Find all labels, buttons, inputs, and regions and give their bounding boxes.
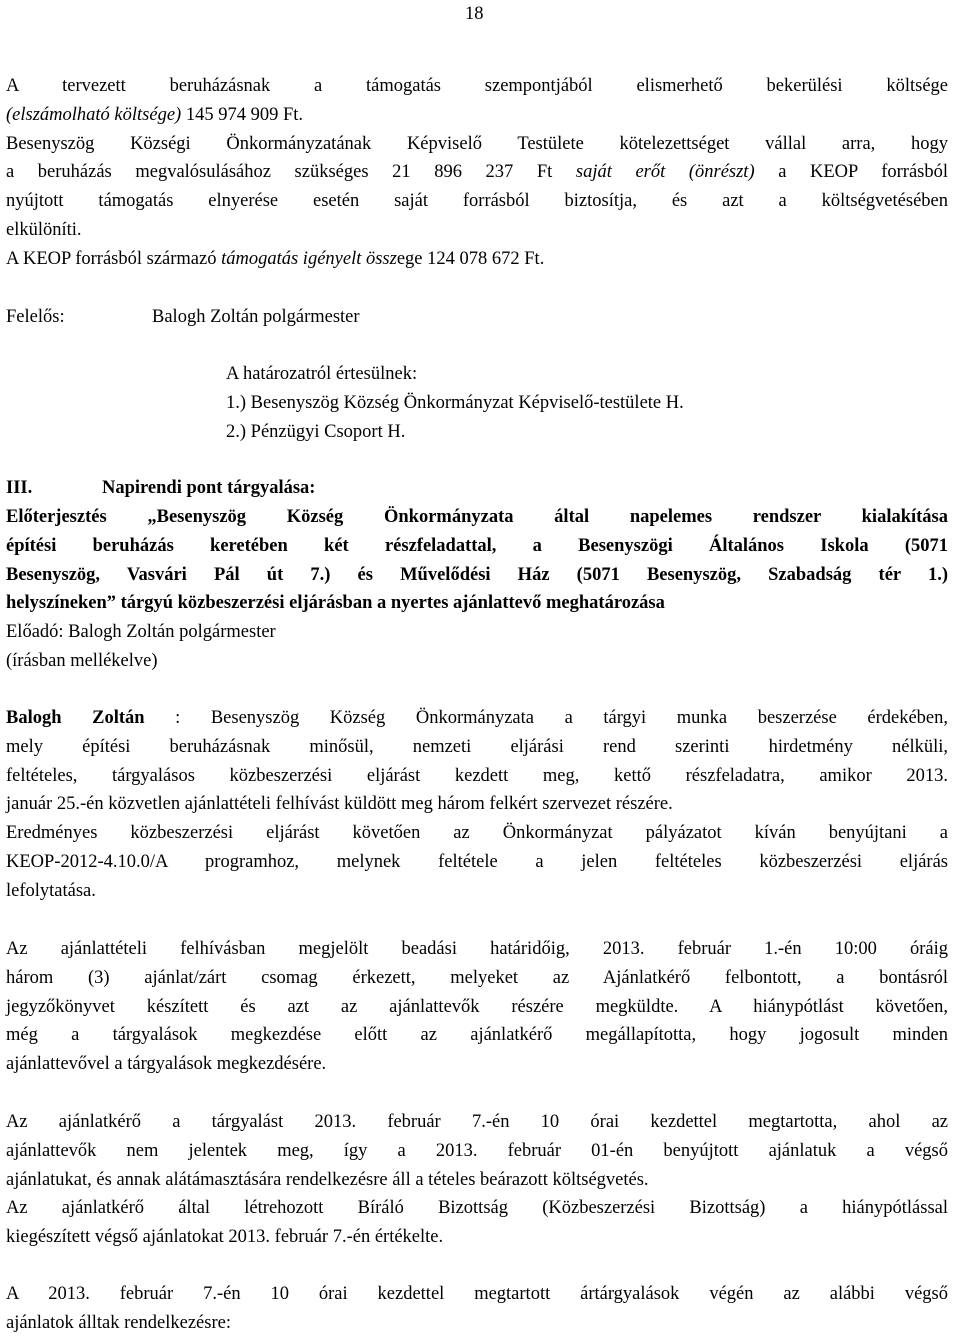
italic-text: (elszámolható költsége): [6, 104, 182, 125]
paragraph-line: A 2013. február 7.-én 10 órai kezdettel megtartott ártárgyalások végén az alábbi végső: [6, 1284, 948, 1304]
agenda-title: Napirendi pont tárgyalása:: [102, 478, 316, 498]
intro-line: A tervezett beruházásnak a támogatás szempontjából elismerhető bekerülési költsége: [6, 76, 948, 96]
text: A KEOP forrásból származó: [6, 248, 222, 269]
text: : Besenyszög Község Önkormányzata a tárgyi munka beszerzése érdekében,: [144, 708, 948, 728]
presenter: Előadó: Balogh Zoltán polgármester: [6, 622, 276, 643]
paragraph-line: mely építési beruházásnak minősül, nemzeti eljárási rend szerinti hirdetmény nélküli,: [6, 736, 948, 757]
intro-line: [6, 158, 948, 187]
intro-line: nyújtott támogatás elnyerése esetén saját forrásból biztosítja, és azt a költségvetésében: [6, 191, 948, 212]
paragraph-2: [6, 935, 948, 1079]
speaker-name: Balogh Zoltán: [6, 708, 145, 728]
paragraph-line: lefolytatása.: [6, 880, 96, 901]
paragraph-line: Az ajánlattételi felhívásban megjelölt beadási határidőig, 2013. február 1.-én 10:00 óráig: [6, 939, 948, 959]
subject-line: Besenyszög, Vasvári Pál út 7.) és Művelődési Ház (5071 Besenyszög, Szabadság tér 1.): [6, 564, 948, 585]
text: ege 124 078 672 Ft.: [396, 248, 545, 269]
written-note: (írásban mellékelve): [6, 650, 158, 671]
notify-item: 2.) Pénzügyi Csoport H.: [226, 421, 406, 442]
paragraph-line: feltételes, tárgyalásos közbeszerzési eljárást kezdett meg, kettő részfeladatra, amikor 2013.: [6, 765, 948, 786]
notify-list: [226, 360, 926, 446]
subject-line: helyszíneken” tárgyú közbeszerzési eljárásban a nyertes ajánlattevő meghatározása: [6, 593, 665, 614]
paragraph-1: [6, 704, 948, 906]
paragraph-4: [6, 1280, 948, 1338]
notify-title: A határozatról értesülnek:: [226, 364, 418, 384]
paragraph-line: ajánlattevők nem jelentek meg, így a 2013. február 01-én benyújtott ajánlatuk a végső: [6, 1140, 948, 1161]
paragraph-line: KEOP-2012-4.10.0/A programhoz, melynek feltétele a jelen feltételes közbeszerzési eljárás: [6, 851, 948, 872]
text: a beruházás megvalósulásához szükséges 21 896 237 Ft: [6, 162, 576, 183]
text: 145 974 909 Ft.: [181, 104, 304, 125]
intro-line: [6, 245, 948, 274]
paragraph-line: még a tárgyalások megkezdése előtt az ajánlatkérő megállapította, hogy jogosult minden: [6, 1025, 948, 1046]
responsible-row: [6, 303, 948, 332]
responsible-name: Balogh Zoltán polgármester: [152, 307, 360, 327]
notify-item: 1.) Besenyszög Község Önkormányzat Képviselő-testülete H.: [226, 392, 684, 413]
page-number: 18: [465, 4, 484, 24]
italic-text: saját erőt (önrészt): [575, 162, 755, 183]
paragraph-line: Az ajánlatkérő által létrehozott Bíráló Bizottság (Közbeszerzési Bizottság) a hiánypótlással: [6, 1198, 948, 1219]
paragraph-line: Az ajánlatkérő a tárgyalást 2013. február 7.-én 10 órai kezdettel megtartotta, ahol az: [6, 1112, 948, 1132]
intro-line: Besenyszög Községi Önkormányzatának Képviselő Testülete kötelezettséget vállal arra, hogy: [6, 133, 948, 154]
paragraph-line: kiegészített végső ajánlatokat 2013. február 7.-én értékelte.: [6, 1227, 444, 1248]
subject-line: Előterjesztés „Besenyszög Község Önkormányzata által napelemes rendszer kialakítása: [6, 507, 948, 527]
intro-line: [6, 101, 948, 130]
intro-line: elkülöníti.: [6, 219, 82, 240]
paragraph-line: január 25.-én közvetlen ajánlattételi felhívást küldött meg három felkért szervezet részére.: [6, 794, 673, 815]
paragraph-3: [6, 1108, 948, 1252]
responsible-label: Felelős:: [6, 307, 65, 327]
paragraph-line: Eredményes közbeszerzési eljárást követően az Önkormányzat pályázatot kíván benyújtani a: [6, 823, 948, 844]
agenda-subject: [6, 503, 948, 676]
paragraph-line: három (3) ajánlat/zárt csomag érkezett, melyeket az Ajánlatkérő felbontott, a bontásról: [6, 967, 948, 988]
italic-text: támogatás igényelt össz: [221, 248, 397, 269]
agenda-number: III.: [6, 478, 33, 498]
paragraph-line: [6, 704, 948, 733]
agenda-heading: [6, 474, 948, 503]
intro-paragraph: [6, 72, 948, 274]
text: a KEOP forrásból: [754, 162, 948, 183]
subject-line: építési beruházás keretében két részfeladattal, a Besenyszögi Általános Iskola (5071: [6, 535, 948, 556]
paragraph-line: jegyzőkönyvet készített és azt az ajánlattevők részére megküldte. A hiánypótlást követően,: [6, 996, 948, 1017]
paragraph-line: ajánlatukat, és annak alátámasztására rendelkezésre áll a tételes beárazott költségvetés.: [6, 1169, 649, 1190]
paragraph-line: ajánlattevővel a tárgyalások megkezdésére.: [6, 1054, 327, 1075]
paragraph-line: ajánlatok álltak rendelkezésre:: [6, 1312, 231, 1333]
